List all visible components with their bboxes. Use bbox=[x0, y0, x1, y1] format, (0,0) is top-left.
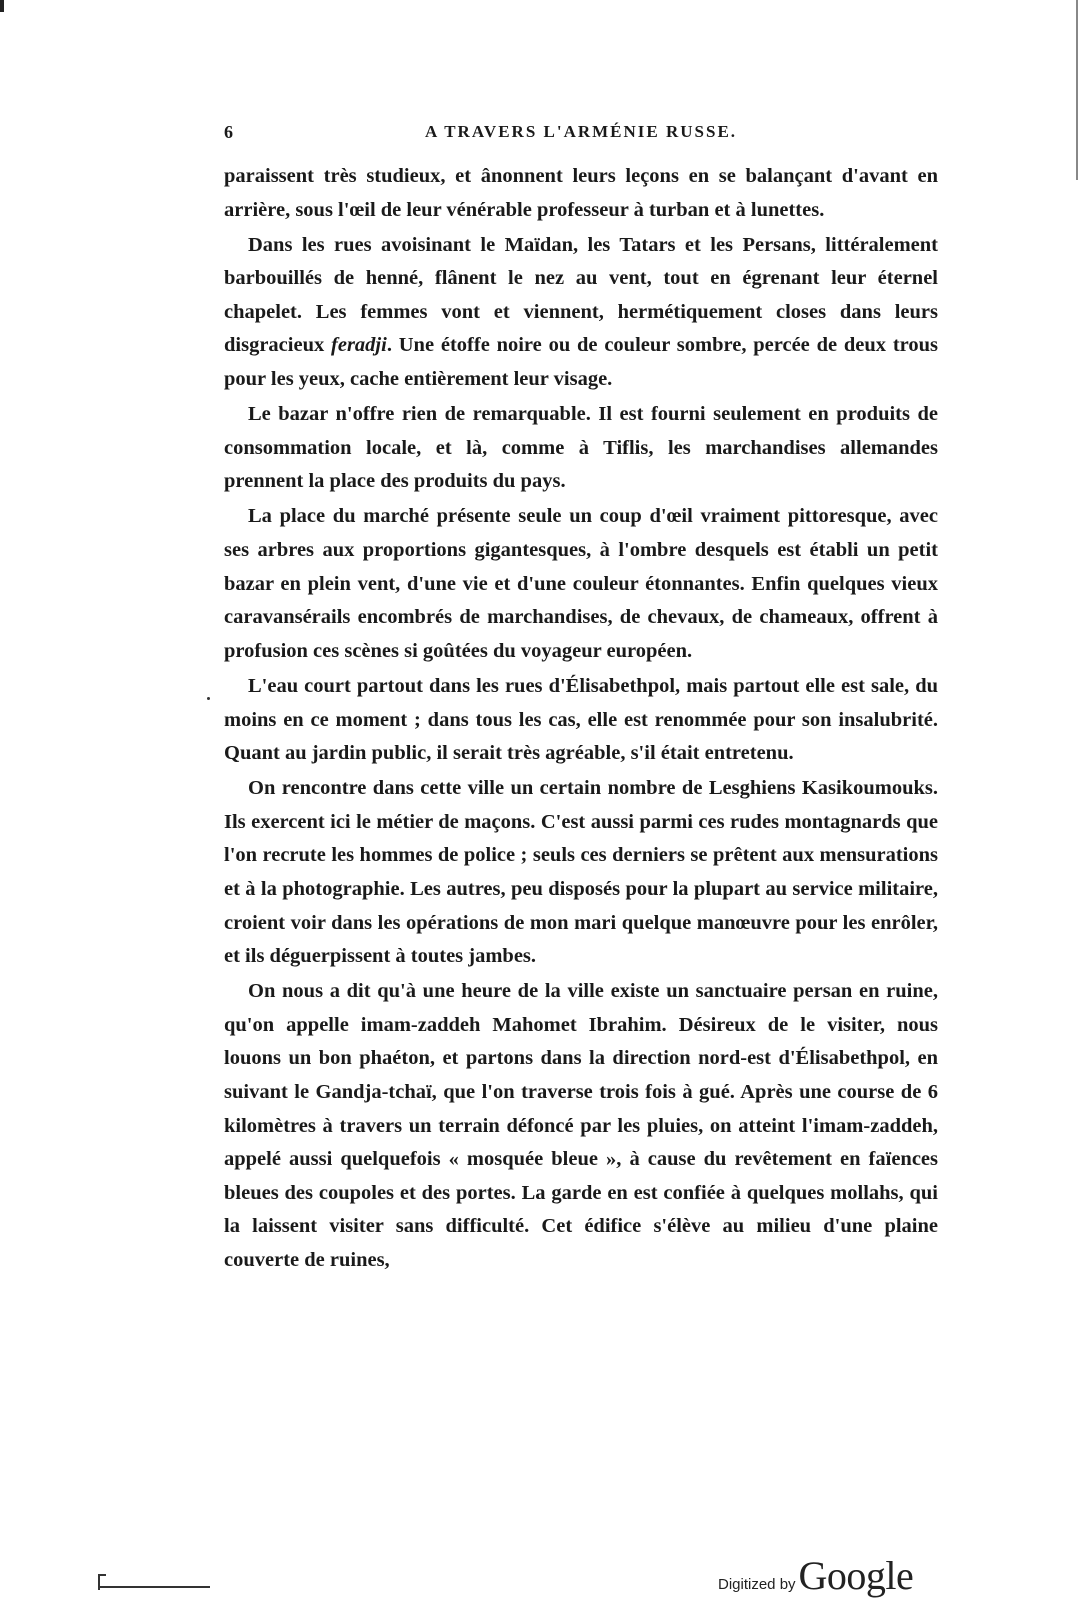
page-header bbox=[224, 122, 938, 148]
paragraph-4: La place du marché présente seule un coup d'œil vraiment pittoresque, avec ses arbres aux proportions gigantesques, à l'ombre desquels est établi un petit bazar en plein vent, d'une vie et d'une couleur étonnantes. Enfin quelques vieux caravansérails encombrés de marchandises, de chevaux, de chameaux, offrent à profusion ces scènes si goûtées du voyageur européen. bbox=[224, 505, 938, 662]
watermark-brand: Google bbox=[798, 1553, 914, 1598]
paragraph-7: On nous a dit qu'à une heure de la ville existe un sanctuaire persan en ruine, qu'on appelle imam-zaddeh Mahomet Ibrahim. Désireux de le visiter, nous louons un bon phaéton, et partons dans la direction nord-est d'Élisabethpol, en suivant le Gandja-tchaï, que l'on traverse trois fois à gué. Après une course de 6 kilomètres à travers un terrain défoncé par les pluies, on atteint l'imam-zaddeh, appelé aussi quelquefois « mosquée bleue », à cause du revêtement en faïences bleues des coupoles et des portes. La garde en est confiée à quelques mollahs, qui la laissent visiter sans difficulté. Cet édifice s'élève au milieu d'une plaine couverte de ruines, bbox=[224, 980, 938, 1271]
running-title: A TRAVERS L'ARMÉNIE RUSSE. bbox=[424, 122, 738, 141]
watermark-prefix: Digitized by bbox=[718, 1576, 796, 1593]
paragraph-6: On rencontre dans cette ville un certain nombre de Lesghiens Kasikoumouks. Ils exercent ici le métier de maçons. C'est aussi parmi ces rudes montagnards que l'on recrute les hommes de police ; seuls ces derniers se prêtent aux mensurations et à la photographie. Les autres, peu disposés pour la plupart au service militaire, croient voir dans les opérations de mon mari quelque manœuvre pour les enrôler, et ils déguerpissent à toutes jambes. bbox=[224, 777, 938, 968]
page-number: 6 bbox=[224, 122, 233, 142]
term-feradji: feradji bbox=[331, 334, 387, 357]
paragraph-1: paraissent très studieux, et ânonnent leurs leçons en se balançant d'avant en arrière, sous l'œil de leur vénérable professeur à turban et à lunettes. bbox=[224, 165, 938, 221]
paragraph-2-end: . Une étoffe noire ou de couleur sombre, percée de deux trous pour les yeux, cache entièrement leur visage. bbox=[224, 334, 939, 391]
paragraph-2-start: Dans les rues avoisinant le Maïdan, les Tatars et les Persans, littéralement barbouillés de henné, flânent le nez au vent, tout en égrenant leur éternel chapelet. Les femmes vont et viennent, hermétiquement closes dans leurs disgracieux bbox=[224, 233, 938, 357]
scan-edge-mark bbox=[0, 0, 4, 12]
scan-edge-shadow bbox=[1076, 0, 1078, 180]
paragraph-2 bbox=[224, 229, 938, 397]
binding-line bbox=[100, 1586, 210, 1588]
paragraph-5: L'eau court partout dans les rues d'Élisabethpol, mais partout elle est sale, du moins en ce moment ; dans tous les cas, elle est renommée pour son insalubrité. Quant au jardin public, il serait très agréable, s'il était entretenu. bbox=[224, 674, 938, 765]
scan-speck bbox=[207, 697, 210, 700]
digitized-watermark bbox=[718, 1552, 913, 1599]
paragraph-3: Le bazar n'offre rien de remarquable. Il est fourni seulement en produits de consommation locale, et là, comme à Tiflis, les marchandises allemandes prennent la place des produits du pays. bbox=[224, 403, 938, 493]
page-body bbox=[224, 160, 938, 1279]
